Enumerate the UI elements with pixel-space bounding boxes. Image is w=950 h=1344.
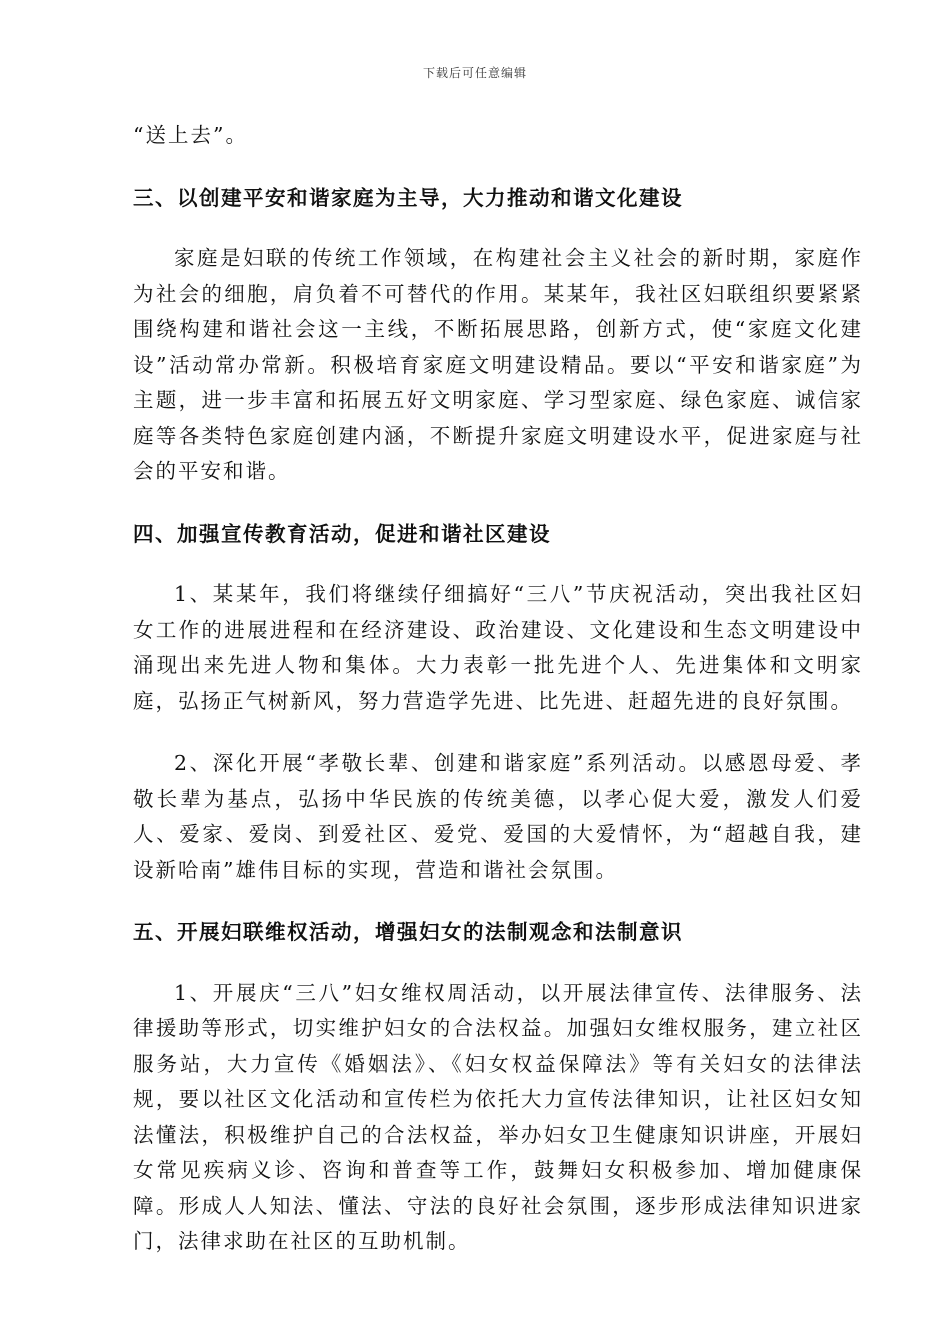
- paragraph-womens-day: 1、某某年，我们将继续仔细搞好“三八”节庆祝活动，突出我社区妇女工作的进展进程和在经济建设、政治建设、文化建设和生态文明建设中涌现出来先进人物和集体。大力表彰一批先进个人、先进集体和文明家庭，弘扬正气树新风，努力营造学先进、比先进、赶超先进的良好氛围。: [133, 582, 863, 713]
- section-heading-3: 三、以创建平安和谐家庭为主导，大力推动和谐文化建设: [133, 185, 683, 210]
- section-heading-5: 五、开展妇联维权活动，增强妇女的法制观念和法制意识: [133, 920, 683, 944]
- page-header-note: 下载后可任意编辑: [422, 66, 527, 80]
- paragraph-rights-protection: 1、开展庆“三八”妇女维权周活动，以开展法律宣传、法律服务、法律援助等形式，切实维护妇女的合法权益。加强妇女维权服务，建立社区服务站，大力宣传《婚姻法》、《妇女权益保障法》等有关妇女的法律法规，要以社区文化活动和宣传栏为依托大力宣传法律知识，让社区妇女知法懂法，积极维护自己的合法权益，举办妇女卫生健康知识讲座，开展妇女常见疾病义诊、咨询和普查等工作，鼓舞妇女积极参加、增加健康保障。形成人人知法、懂法、守法的良好社会氛围，逐步形成法律知识进家门，法律求助在社区的互助机制。: [133, 980, 863, 1253]
- paragraph-continuation: “送上去”。: [133, 123, 248, 147]
- document-body: [133, 118, 863, 1260]
- section-heading-4: 四、加强宣传教育活动，促进和谐社区建设: [133, 521, 551, 546]
- paragraph-family-culture: 家庭是妇联的传统工作领域，在构建社会主义社会的新时期，家庭作为社会的细胞，肩负着不可替代的作用。某某年，我社区妇联组织要紧紧围绕构建和谐社会这一主线，不断拓展思路，创新方式，使“家庭文化建设”活动常办常新。积极培育家庭文明建设精品。要以“平安和谐家庭”为主题，进一步丰富和拓展五好文明家庭、学习型家庭、绿色家庭、诚信家庭等各类特色家庭创建内涵，不断提升家庭文明建设水平，促进家庭与社会的平安和谐。: [133, 246, 863, 483]
- paragraph-filial-piety: 2、深化开展“孝敬长辈、创建和谐家庭”系列活动。以感恩母爱、孝敬长辈为基点，弘扬中华民族的传统美德，以孝心促大爱，激发人们爱人、爱家、爱岗、到爱社区、爱党、爱国的大爱情怀，为“超越自我，建设新哈南”雄伟目标的实现，营造和谐社会氛围。: [133, 751, 863, 882]
